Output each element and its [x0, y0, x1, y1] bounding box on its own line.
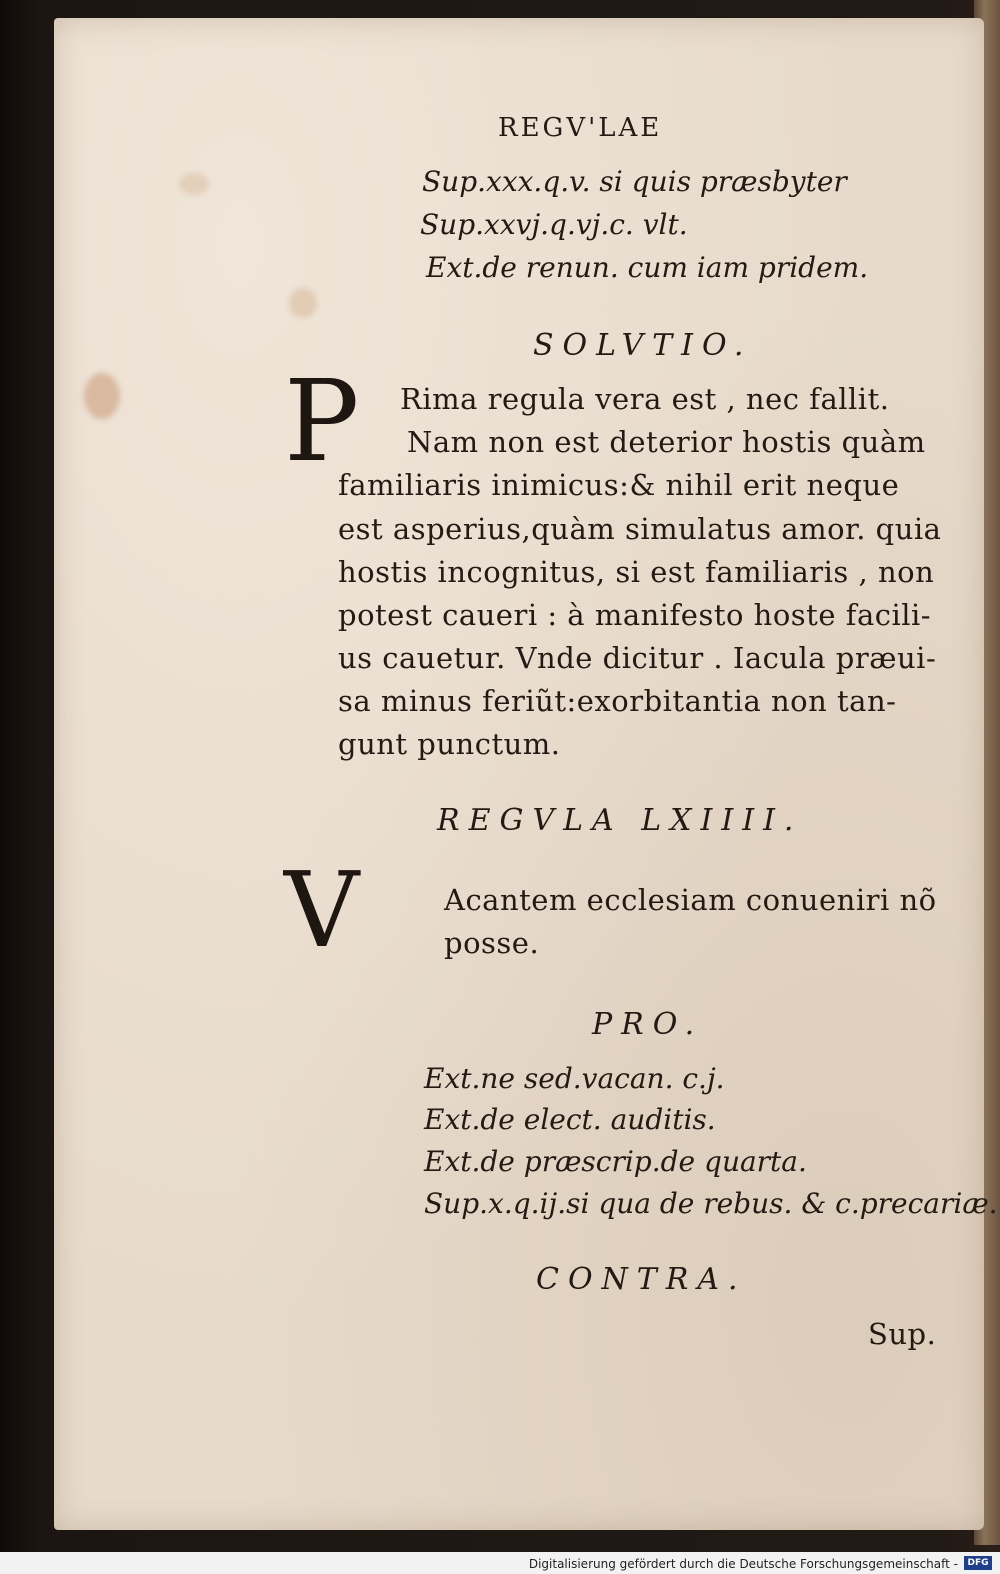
solutio-heading: SOLVTIO. — [533, 328, 753, 363]
contra-heading: CONTRA. — [536, 1262, 747, 1297]
regula-heading: REGVLA LXIIII. — [437, 803, 803, 838]
foxing-stain — [84, 373, 120, 419]
book-page — [54, 18, 984, 1530]
citation-line: Sup.xxvj.q.vj.c. vlt. — [420, 208, 688, 241]
pro-heading: PRO. — [592, 1007, 704, 1042]
foxing-stain — [179, 173, 209, 195]
body-line: Rima regula vera est , nec fallit. — [400, 382, 890, 416]
body-line: familiaris inimicus:& nihil erit neque — [338, 468, 900, 502]
footer-credit: Digitalisierung gefördert durch die Deutsche Forschungsgemeinschaft - — [528, 1557, 958, 1571]
body-line: sa minus feriũt:exorbitantia non tan- — [338, 684, 897, 718]
body-line: gunt punctum. — [338, 727, 561, 761]
citation-line: Sup.x.q.ij.si qua de rebus. & c.precariæ. — [424, 1187, 998, 1220]
body-line: posse. — [444, 926, 540, 960]
drop-cap-v: V — [284, 849, 360, 971]
body-line: est asperius,quàm simulatus amor. quia — [338, 512, 942, 546]
body-line: us cauetur. Vnde dicitur . Iacula præui- — [338, 641, 937, 675]
foxing-stain — [289, 288, 317, 318]
body-line: Acantem ecclesiam conueniri nõ — [444, 883, 937, 917]
body-line: Nam non est deterior hostis quàm — [407, 425, 926, 459]
citation-line: Ext.de præscrip.de quarta. — [424, 1145, 807, 1178]
running-head: REGV'LAE — [498, 113, 663, 143]
citation-line: Sup.xxx.q.v. si quis præsbyter — [422, 165, 847, 198]
citation-line: Ext.de renun. cum iam pridem. — [426, 251, 869, 284]
citation-line: Ext.ne sed.vacan. c.j. — [424, 1062, 725, 1095]
body-line: potest caueri : à manifesto hoste facili- — [338, 598, 932, 632]
drop-cap-p: P — [284, 357, 360, 487]
citation-line: Ext.de elect. auditis. — [424, 1103, 716, 1136]
catchword: Sup. — [868, 1317, 937, 1351]
dfg-logo: DFG — [964, 1556, 992, 1570]
body-line: hostis incognitus, si est familiaris , non — [338, 555, 935, 589]
